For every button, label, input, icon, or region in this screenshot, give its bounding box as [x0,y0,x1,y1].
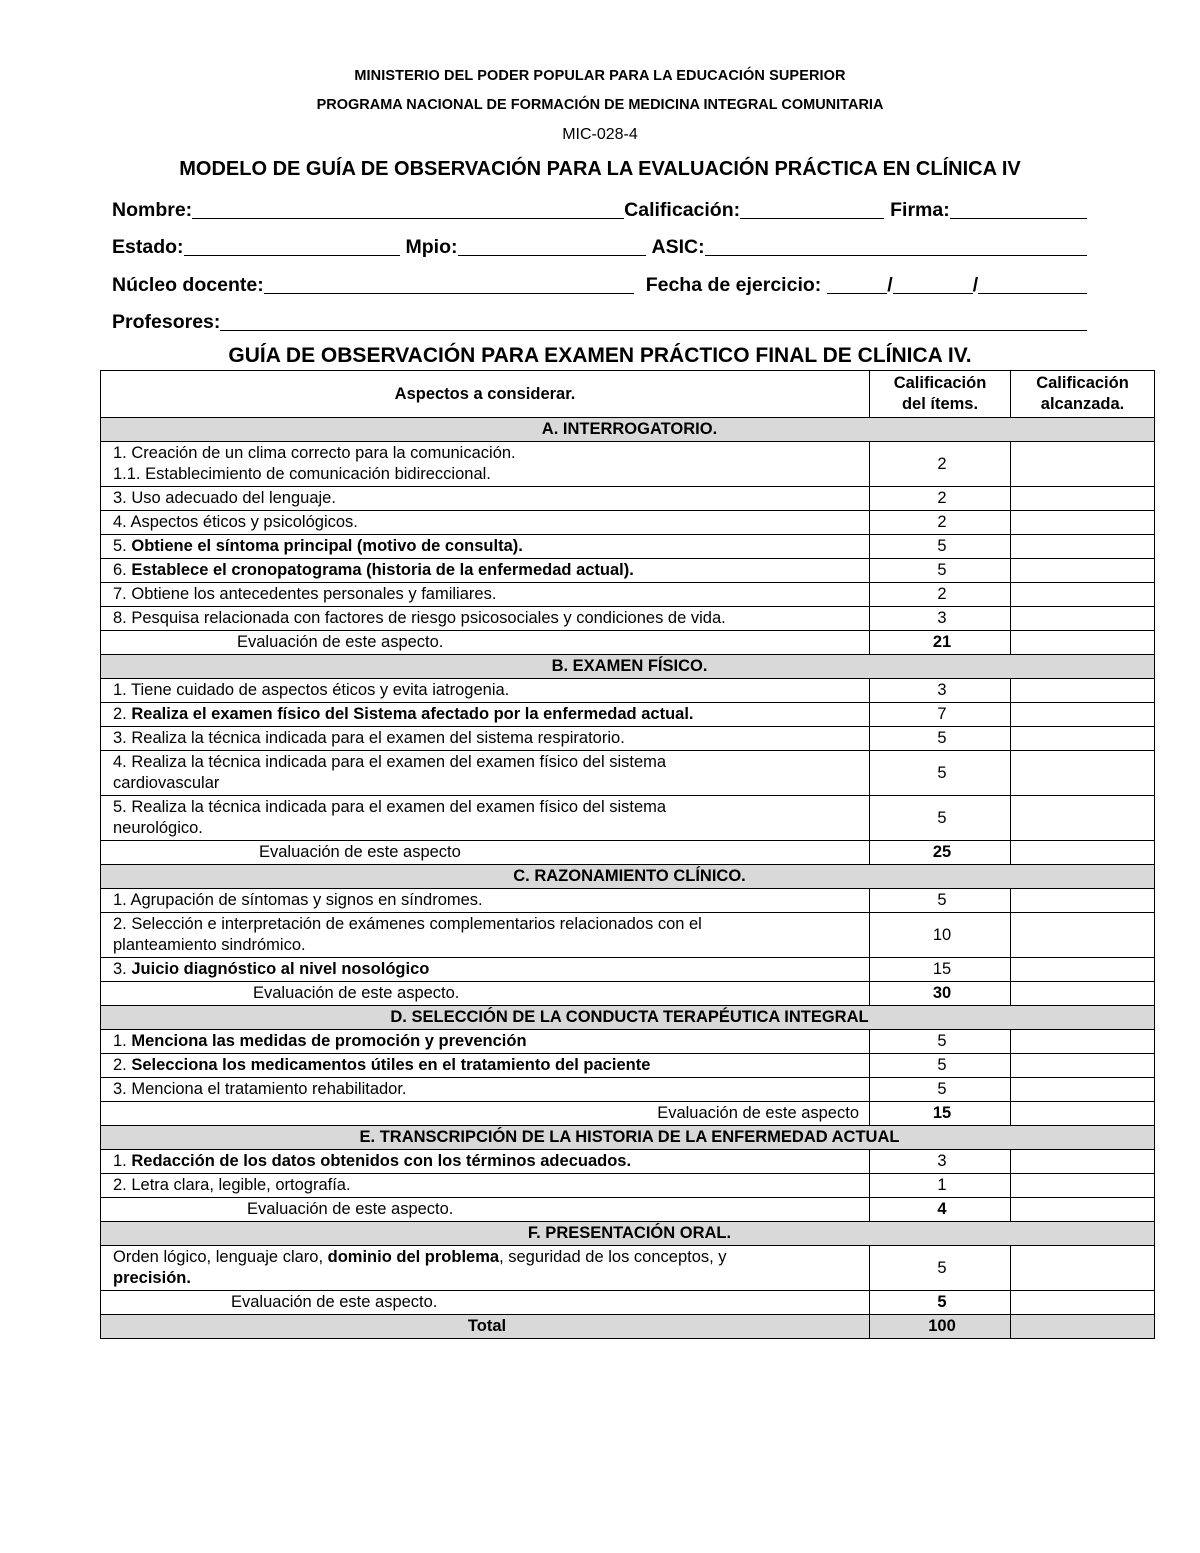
evaluation-label: Evaluación de este aspecto. [101,982,870,1006]
aspect-text: Tiene cuidado de aspectos éticos y evita iatrogenia. [131,681,510,699]
aspect-description [101,487,870,511]
aspect-text-bold: dominio del problema [327,1248,500,1266]
table-row [101,703,1155,727]
col-header-item-score [870,371,1011,418]
item-points: 3 [870,1150,1011,1174]
profesores-field[interactable] [220,310,1087,331]
aspect-description [101,679,870,703]
aspect-text: Realiza la técnica indicada para el examen del examen físico del sistema [131,753,667,771]
reached-score-cell[interactable] [1011,1054,1155,1078]
table-row [101,1078,1155,1102]
aspect-description [101,751,870,796]
table-row [101,1174,1155,1198]
aspect-number: 3. [113,960,132,978]
evaluation-points: 4 [870,1198,1011,1222]
aspect-number: 3. [113,489,132,507]
aspect-text: Juicio diagnóstico al nivel nosológico [131,960,430,978]
firma-field[interactable] [950,198,1087,219]
item-points: 2 [870,583,1011,607]
reached-score-cell[interactable] [1011,1174,1155,1198]
aspect-description [101,1150,870,1174]
evaluation-label: Evaluación de este aspecto [101,1102,870,1126]
item-points: 10 [870,913,1011,958]
item-points: 5 [870,751,1011,796]
aspect-number: 3. [113,729,132,747]
form-row-1 [112,196,1087,222]
aspect-description [101,442,870,487]
reached-score-cell[interactable] [1011,1150,1155,1174]
aspect-text-part: Orden lógico, lenguaje claro, [113,1248,328,1266]
nombre-label: Nombre: [112,199,193,221]
section-header-row [101,1222,1155,1246]
item-points: 5 [870,727,1011,751]
table-row [101,1030,1155,1054]
aspect-text-part: , seguridad de los conceptos, y [499,1248,727,1266]
table-row [101,751,1155,796]
total-row [101,1315,1155,1339]
asic-field[interactable] [705,235,1087,256]
aspect-description [101,535,870,559]
table-header-row [101,371,1155,418]
table-row [101,1150,1155,1174]
table-row [101,535,1155,559]
aspect-number: 1. [113,681,132,699]
aspect-number: 1. [113,891,131,909]
table-row [101,727,1155,751]
table-row [101,889,1155,913]
aspect-number: 4. [113,513,131,531]
aspect-text: Realiza la técnica indicada para el examen del examen físico del sistema [131,798,667,816]
aspect-description [101,889,870,913]
aspect-text: Letra clara, legible, ortografía. [131,1176,351,1194]
aspect-description [101,796,870,841]
item-points: 5 [870,1078,1011,1102]
evaluation-label: Evaluación de este aspecto. [101,1198,870,1222]
reached-score-cell[interactable] [1011,583,1155,607]
item-points: 3 [870,607,1011,631]
asic-label: ASIC: [651,236,705,258]
reached-score-cell[interactable] [1011,889,1155,913]
total-reached-cell[interactable] [1011,1315,1155,1339]
item-points: 5 [870,889,1011,913]
profesores-label: Profesores: [112,311,221,333]
aspect-description [101,1174,870,1198]
table-row [101,796,1155,841]
reached-score-cell[interactable] [1011,442,1155,487]
item-points: 3 [870,679,1011,703]
table-row [101,958,1155,982]
reached-score-cell[interactable] [1011,607,1155,631]
item-points: 5 [870,796,1011,841]
evaluation-points: 30 [870,982,1011,1006]
aspect-text: Establece el cronopatograma (historia de la enfermedad actual). [131,561,634,579]
total-label: Total [101,1315,870,1339]
section-title: B. EXAMEN FÍSICO. [101,655,1155,679]
section-title: D. SELECCIÓN DE LA CONDUCTA TERAPÉUTICA INTEGRAL [101,1006,1155,1030]
aspect-number: 1. [113,1152,132,1170]
aspect-text: Realiza el examen físico del Sistema afectado por la enfermedad actual. [131,705,694,723]
item-points: 7 [870,703,1011,727]
reached-score-cell[interactable] [1011,703,1155,727]
document-title: MODELO DE GUÍA DE OBSERVACIÓN PARA LA EVALUACIÓN PRÁCTICA EN CLÍNICA IV [179,158,1021,180]
aspect-description [101,913,870,958]
guide-title: GUÍA DE OBSERVACIÓN PARA EXAMEN PRÁCTICO FINAL DE CLÍNICA IV. [228,344,972,367]
aspect-description [101,1246,870,1291]
section-evaluation-row [101,1198,1155,1222]
aspect-text: Obtiene el síntoma principal (motivo de consulta). [131,537,523,555]
reached-score-cell[interactable] [1011,1030,1155,1054]
evaluation-table [100,370,1155,1339]
reached-score-cell[interactable] [1011,487,1155,511]
aspect-number: 2. [113,1176,132,1194]
aspect-text: Realiza la técnica indicada para el examen del sistema respiratorio. [131,729,625,747]
item-points: 2 [870,511,1011,535]
table-row [101,1246,1155,1291]
evaluation-label: Evaluación de este aspecto. [101,631,870,655]
aspect-text: Pesquisa relacionada con factores de riesgo psicosociales y condiciones de vida. [131,609,726,627]
aspect-description [101,1054,870,1078]
nombre-field[interactable] [192,198,624,219]
table-row [101,559,1155,583]
section-evaluation-row [101,982,1155,1006]
col-header-reached-line1: Calificación [1036,374,1129,392]
evaluation-label: Evaluación de este aspecto [101,841,870,865]
estado-label: Estado: [112,236,184,258]
section-evaluation-row [101,631,1155,655]
table-row [101,679,1155,703]
aspect-number: 2. [113,705,132,723]
col-header-reached-line2: alcanzada. [1040,395,1125,413]
evaluation-points: 21 [870,631,1011,655]
table-row [101,511,1155,535]
section-header-row [101,655,1155,679]
evaluation-reached-cell[interactable] [1011,841,1155,865]
table-row [101,583,1155,607]
aspect-number: 3. [113,1080,132,1098]
aspect-text: Uso adecuado del lenguaje. [131,489,336,507]
aspect-text: Agrupación de síntomas y signos en síndromes. [130,891,483,909]
aspect-text-bold: precisión. [113,1269,191,1287]
table-row [101,442,1155,487]
fecha-month-field[interactable] [893,273,973,294]
reached-score-cell[interactable] [1011,535,1155,559]
aspect-number: 4. [113,753,132,771]
date-separator-1: / [887,274,893,296]
section-title: C. RAZONAMIENTO CLÍNICO. [101,865,1155,889]
program-heading: PROGRAMA NACIONAL DE FORMACIÓN DE MEDICINA INTEGRAL COMUNITARIA [316,97,884,113]
section-evaluation-row [101,841,1155,865]
aspect-description [101,1030,870,1054]
aspect-text: Selecciona los medicamentos útiles en el tratamiento del paciente [131,1056,651,1074]
aspect-text: Obtiene los antecedentes personales y familiares. [131,585,497,603]
item-points: 5 [870,559,1011,583]
reached-score-cell[interactable] [1011,1246,1155,1291]
aspect-description [101,607,870,631]
aspect-description [101,958,870,982]
form-row-4 [112,308,1087,334]
section-title: A. INTERROGATORIO. [101,418,1155,442]
ministry-heading: MINISTERIO DEL PODER POPULAR PARA LA EDUCACIÓN SUPERIOR [354,68,846,84]
aspect-text: Creación de un clima correcto para la comunicación. [131,444,516,462]
col-header-item-line2: del ítems. [901,395,979,413]
evaluation-points: 15 [870,1102,1011,1126]
reached-score-cell[interactable] [1011,1078,1155,1102]
aspect-number: 2. [113,1056,132,1074]
aspect-description [101,703,870,727]
item-points: 2 [870,487,1011,511]
section-evaluation-row [101,1291,1155,1315]
estado-field[interactable] [184,235,400,256]
date-separator-2: / [972,274,979,296]
aspect-description [101,1078,870,1102]
item-points: 5 [870,535,1011,559]
table-row [101,487,1155,511]
reached-score-cell[interactable] [1011,913,1155,958]
aspect-text-line2: neurológico. [113,819,203,837]
aspect-text: Aspectos éticos y psicológicos. [130,513,358,531]
aspect-text-line2: 1.1. Establecimiento de comunicación bidireccional. [113,465,491,483]
aspect-number: 2. [113,915,132,933]
reached-score-cell[interactable] [1011,796,1155,841]
aspect-text: Redacción de los datos obtenidos con los términos adecuados. [131,1152,632,1170]
item-points: 15 [870,958,1011,982]
col-header-item-line1: Calificación [893,374,987,392]
table-row [101,913,1155,958]
document-code: MIC-028-4 [562,126,638,143]
aspect-number: 8. [113,609,132,627]
aspect-text: Menciona el tratamiento rehabilitador. [131,1080,407,1098]
aspect-number: 6. [113,561,132,579]
aspect-text-line2: cardiovascular [113,774,220,792]
item-points: 5 [870,1030,1011,1054]
reached-score-cell[interactable] [1011,511,1155,535]
aspect-number: 5. [113,537,132,555]
aspect-text: Selección e interpretación de exámenes complementarios relacionados con el [131,915,702,933]
aspect-number: 5. [113,798,132,816]
section-title: E. TRANSCRIPCIÓN DE LA HISTORIA DE LA ENFERMEDAD ACTUAL [101,1126,1155,1150]
firma-label: Firma: [890,199,950,221]
table-row [101,1054,1155,1078]
aspect-description [101,727,870,751]
evaluation-points: 25 [870,841,1011,865]
reached-score-cell[interactable] [1011,727,1155,751]
section-evaluation-row [101,1102,1155,1126]
reached-score-cell[interactable] [1011,958,1155,982]
calificacion-field[interactable] [740,198,884,219]
aspect-description [101,559,870,583]
item-points: 5 [870,1054,1011,1078]
nucleo-field[interactable] [264,273,634,294]
section-header-row [101,418,1155,442]
fecha-day-field[interactable] [827,273,887,294]
evaluation-points: 5 [870,1291,1011,1315]
col-header-aspects: Aspectos a considerar. [101,371,870,418]
aspect-number: 1. [113,444,132,462]
aspect-description [101,511,870,535]
aspect-text-line2: planteamiento sindrómico. [113,936,306,954]
form-row-2 [112,233,1087,259]
item-points: 1 [870,1174,1011,1198]
reached-score-cell[interactable] [1011,679,1155,703]
section-header-row [101,1126,1155,1150]
reached-score-cell[interactable] [1011,559,1155,583]
evaluation-reached-cell[interactable] [1011,982,1155,1006]
fecha-label: Fecha de ejercicio: [645,274,822,296]
evaluation-reached-cell[interactable] [1011,1198,1155,1222]
table-row [101,607,1155,631]
reached-score-cell[interactable] [1011,751,1155,796]
fecha-year-field[interactable] [978,273,1087,294]
evaluation-reached-cell[interactable] [1011,631,1155,655]
section-header-row [101,1006,1155,1030]
mpio-label: Mpio: [405,236,458,258]
aspect-number: 7. [113,585,132,603]
evaluation-reached-cell[interactable] [1011,1102,1155,1126]
item-points: 2 [870,442,1011,487]
form-row-3 [112,271,1087,297]
aspect-description [101,583,870,607]
section-title: F. PRESENTACIÓN ORAL. [101,1222,1155,1246]
aspect-text: Menciona las medidas de promoción y prevención [131,1032,527,1050]
col-header-reached-score [1011,371,1155,418]
item-points: 5 [870,1246,1011,1291]
aspect-number: 1. [113,1032,132,1050]
evaluation-reached-cell[interactable] [1011,1291,1155,1315]
section-header-row [101,865,1155,889]
mpio-field[interactable] [458,235,646,256]
evaluation-label: Evaluación de este aspecto. [101,1291,870,1315]
total-points: 100 [870,1315,1011,1339]
calificacion-label: Calificación: [624,199,741,221]
nucleo-label: Núcleo docente: [112,274,264,296]
